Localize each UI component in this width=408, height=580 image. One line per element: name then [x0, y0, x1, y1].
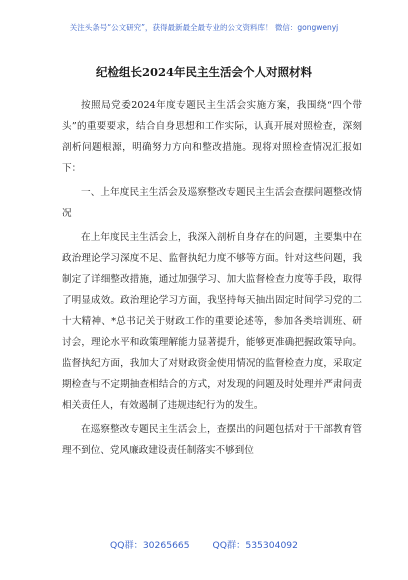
- header-banner: 关注头条号“公文研究”，获得最新最全最专业的公文资料库！ 微信：gongwenyj: [69, 23, 339, 32]
- document-body: [62, 95, 362, 461]
- intro-paragraph: 按照局党委2024年度专题民主生活会实施方案，我围绕“四个带头”的重要要求，结合自身思想和工作实际，认真开展对照检查，深刻剖析问题根源，明确努力方向和整改措施。现将对照检查情况汇报如下：: [62, 100, 362, 174]
- section-heading: 一、上年度民主生活会及巡察整改专题民主生活会查摆问题整改情况: [62, 187, 362, 219]
- body-paragraph: 在上年度民主生活会上，我深入剖析自身存在的问题，主要集中在政治理论学习深度不足、监督执纪力度不够等方面。针对这些问题，我制定了详细整改措施，通过加强学习、加大监督检查力度等手段，取得了明显成效。政治理论学习方面，我坚持每天抽出固定时间学习党的二十大精神、*总书记关于财政工作的重要论述等，参加各类培训班、研讨会，理论水平和政策理解能力显著提升，能够更准确把握政策导向。监督执纪方面，我加大了对财政资金使用情况的监督检查力度，采取定期检查与不定期抽查相结合的方式，对发现的问题及时处理并严肃问责相关责任人，有效遏制了违规违纪行为的发生。: [62, 232, 362, 411]
- document-title: 纪检组长2024年民主生活会个人对照材料: [95, 65, 312, 79]
- body-paragraph-continued: 在巡察整改专题民主生活会上，查摆出的问题包括对于干部教育管理不到位、党风廉政建设责任制落实不够到位: [62, 424, 362, 456]
- footer-banner: [0, 537, 408, 551]
- footer-qq-group-2: QQ群：535304092: [212, 540, 298, 551]
- footer-qq-group-1: QQ群：30265665: [110, 540, 190, 551]
